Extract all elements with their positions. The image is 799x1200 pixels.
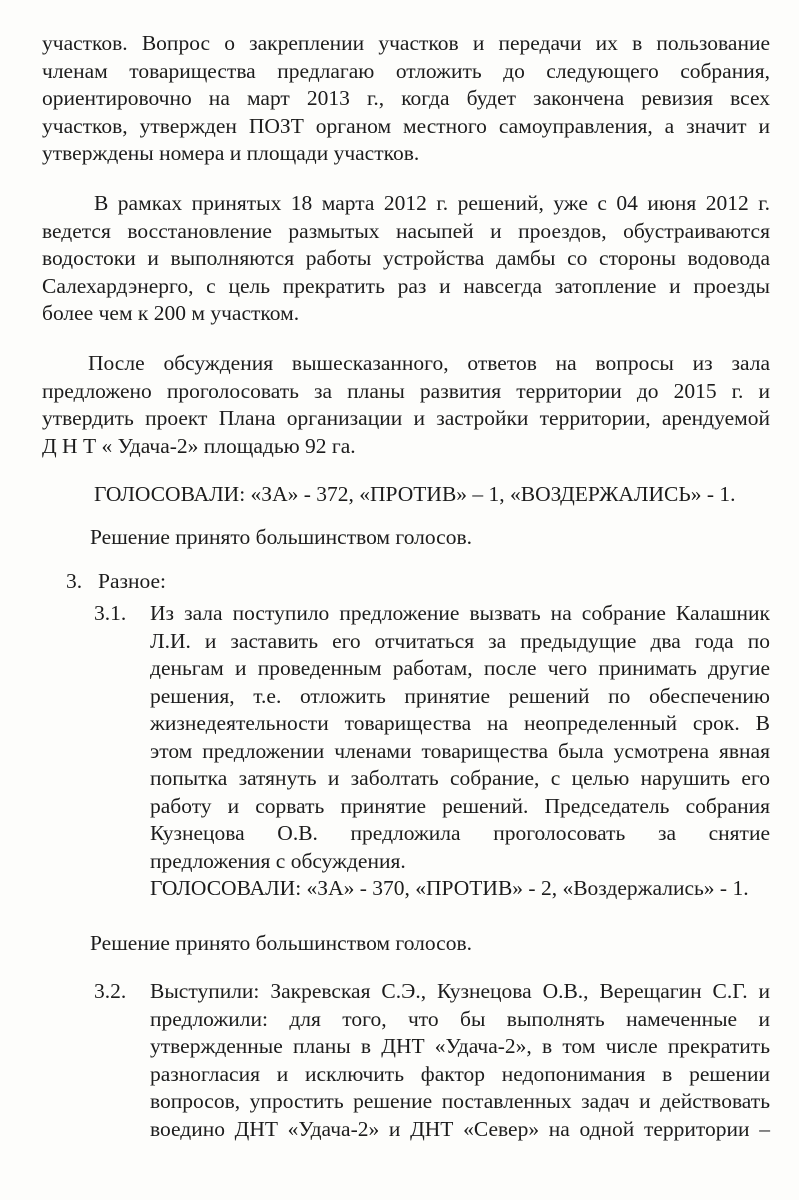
paragraph-plot-assignment xyxy=(42,30,770,168)
text-line: вопросов, упростить решение поставленных задач и действовать xyxy=(150,1089,770,1113)
text-line: предложили: для того, что бы выполнять намеченные и xyxy=(150,1006,770,1031)
section-number: 3. xyxy=(66,569,83,593)
item-number-3-2: 3.2. xyxy=(94,979,127,1003)
text-line: Салехардэнерго, с цель прекратить раз и навсегда затопление и проезды xyxy=(42,273,770,298)
text-line: решения, т.е. отложить принятие решений по обеспечению xyxy=(150,683,770,708)
text-line: ориентировочно на март 2013 г., когда будет закончена ревизия всех xyxy=(42,86,770,110)
text-line: Выступили: Закревская С.Э., Кузнецова О.В., Верещагин С.Г. и xyxy=(150,979,770,1003)
text-line: утвердить проект Плана организации и застройки территории, арендуемой xyxy=(42,406,770,430)
text-line: утвержденные планы в ДНТ «Удача-2», в том числе прекратить xyxy=(150,1034,770,1058)
text-line: попытка затянуть и заболтать собрание, с целью нарушить его xyxy=(150,766,770,790)
paragraph-development-plan xyxy=(42,350,770,460)
text-line: воедино ДНТ «Удача-2» и ДНТ «Север» на одной территории – xyxy=(150,1116,770,1141)
text-line: членам товарищества предлагаю отложить до следующего собрания, xyxy=(42,58,770,83)
text-line: утверждены номера и площади участков. xyxy=(42,141,420,165)
vote-result-2: ГОЛОСОВАЛИ: «ЗА» - 370, «ПРОТИВ» - 2, «Воздержались» - 1. xyxy=(150,876,749,900)
text-line: жизнедеятельности товарищества на неопределенный срок. В xyxy=(150,711,770,735)
text-line: Л.И. и заставить его отчитаться за предыдущие два года по xyxy=(150,628,770,653)
text-line: разногласия и исключить фактор недопонимания в решении xyxy=(150,1061,770,1086)
text-line: Из зала поступило предложение вызвать на собрание Калашник xyxy=(150,601,770,625)
item-number-3-1: 3.1. xyxy=(94,601,127,625)
text-line: предложения с обсуждения. xyxy=(150,848,406,873)
text-line: деньгам и проведенным работам, после чего принимать другие xyxy=(150,656,770,680)
section-title: Разное: xyxy=(98,569,167,593)
item-3-2-body xyxy=(150,978,770,1143)
decision-2: Решение принято большинством голосов. xyxy=(90,931,472,955)
text-line: водостоки и выполняются работы устройства дамбы со стороны водовода xyxy=(42,246,770,270)
text-line: работу и сорвать принятие решений. Председатель собрания xyxy=(150,793,770,818)
vote-result-1: ГОЛОСОВАЛИ: «ЗА» - 372, «ПРОТИВ» – 1, «ВОЗДЕРЖАЛИСЬ» - 1. xyxy=(94,482,736,506)
text-line: Кузнецова О.В. предложила проголосовать за снятие xyxy=(150,821,770,845)
text-line: В рамках принятых 18 марта 2012 г. решений, уже с 04 июня 2012 г. xyxy=(94,191,770,215)
paragraph-restoration-works xyxy=(42,190,770,328)
text-line: этом предложении членами товарищества была усмотрена явная xyxy=(150,738,770,763)
decision-1: Решение принято большинством голосов. xyxy=(90,525,472,549)
item-3-1-body xyxy=(150,600,770,903)
text-line: более чем к 200 м участком. xyxy=(42,301,300,325)
text-line: Д Н Т « Удача-2» площадью 92 га. xyxy=(42,433,356,458)
text-line: предложено проголосовать за планы развития территории до 2015 г. и xyxy=(42,378,770,403)
text-line: участков. Вопрос о закреплении участков и передачи их в пользование xyxy=(42,31,770,55)
text-line: участков, утвержден ПОЗТ органом местного самоуправления, а значит и xyxy=(42,113,770,138)
text-line: После обсуждения вышесказанного, ответов на вопросы из зала xyxy=(88,351,770,375)
text-line: ведется восстановление размытых насыпей и проездов, обустраиваются xyxy=(42,218,770,243)
